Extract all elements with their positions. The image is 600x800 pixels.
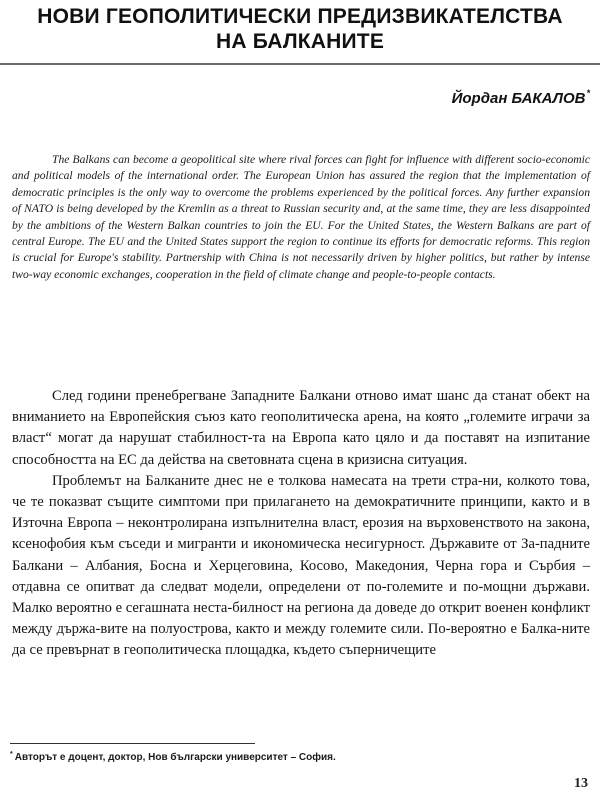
footnote-mark: * xyxy=(10,751,13,758)
body-paragraph-2: Проблемът на Балканите днес не е толкова намесата на трети стра-ни, колкото това, че те показват същите симптоми при прилагането на демократичните принципи, както и в Източна Европа – неконтролирана изпълнителна власт, ерозия на върховенството на закона, ксенофобия към съседи и мигранти и икономическа несигурност. Държавите от За-падните Балкани – Албания, Босна и Херцеговина, Косово, Македония, Черна гора и Сърбия – отдавна се опитват да следват модели, определени от по-големите и по-мощни държави. Малко вероятно е сегашната неста-билност на региона да доведе до открит военен конфликт между държа-вите на полуострова, както и между големите сили. По-вероятно е Балка-ните да се превърнат в геополитическа площадка, където съперничещите xyxy=(12,472,590,659)
author-name-text: Йордан БАКАЛОВ xyxy=(451,90,586,107)
footnote xyxy=(10,751,336,763)
article-title-line-1: НОВИ ГЕОПОЛИТИЧЕСКИ ПРЕДИЗВИКАТЕЛСТВА xyxy=(37,5,563,28)
author-footnote-mark: * xyxy=(586,88,590,98)
page-number: 13 xyxy=(574,776,588,791)
body-paragraph-1: След години пренебрегване Западните Балкани отново имат шанс да станат обект на вниманието на Европейския съюз като геополитическа арена, на която „големите играчи за власт“ могат да нарушат стабилност-та на Европа като цяло и да поставят на изпитание способността на ЕС да действа на световната сцена в кризисна ситуация. xyxy=(12,388,590,468)
author-name xyxy=(452,88,590,107)
article-title-line-2: НА БАЛКАНИТЕ xyxy=(215,30,385,53)
footnote-divider xyxy=(10,743,255,744)
abstract: The Balkans can become a geopolitical site where rival forces can fight for influence with different socio-economic and political models of the international order. The European Union has assured the region that the implementation of democratic principles is the only way to overcome the problems experienced by the political forces. Any further expansion of NATO is being developed by the Kremlin as a threat to Russian security and, at the same time, they are less disappointed by the ambitions of the Western Balkan countries to join the EU. For the United States, the Western Balkans are part of central Europe. The EU and the United States support the region to continue its efforts for democratic reforms. This region is crucial for Europe's stability. Partnership with China is not necessarily driven by higher politics, but rather by intense two-way economic exchanges, cooperation in the field of climate change and people-to-people contacts. xyxy=(12,153,590,281)
title-divider xyxy=(0,63,600,65)
article-title xyxy=(20,4,580,54)
footnote-text: Авторът е доцент, доктор, Нов български университет – София. xyxy=(14,752,336,763)
body-text xyxy=(12,386,590,662)
